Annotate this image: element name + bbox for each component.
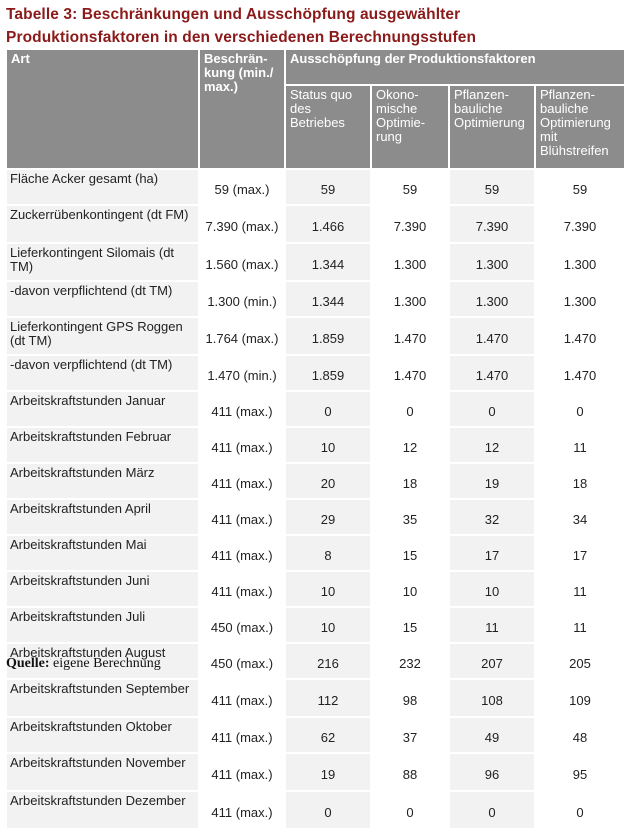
- cell-value: 35: [372, 500, 448, 534]
- cell-value: 59: [372, 170, 448, 204]
- cell-value: 98: [372, 680, 448, 716]
- table-row: [7, 282, 624, 316]
- data-table: [5, 48, 626, 830]
- cell-value: 1.300: [450, 244, 534, 280]
- table-row: [7, 206, 624, 242]
- cell-art: Arbeitskraftstunden Dezember: [7, 792, 198, 828]
- cell-value: 1.466: [286, 206, 370, 242]
- table-row: [7, 356, 624, 390]
- cell-value: 11: [536, 608, 624, 642]
- cell-value: 8: [286, 536, 370, 570]
- cell-art: Arbeitskraftstunden April: [7, 500, 198, 534]
- cell-value: 232: [372, 644, 448, 678]
- table-title-line-2: Produktionsfaktoren in den verschiedenen Berechnungsstufen: [6, 29, 477, 46]
- cell-art: Arbeitskraftstunden Mai: [7, 536, 198, 570]
- table-row: [7, 500, 624, 534]
- cell-value: 59: [536, 170, 624, 204]
- cell-value: 59: [286, 170, 370, 204]
- cell-limit: 411 (max.): [200, 536, 284, 570]
- cell-value: 11: [536, 572, 624, 606]
- cell-limit: 1.300 (min.): [200, 282, 284, 316]
- cell-limit: 1.764 (max.): [200, 318, 284, 354]
- cell-value: 216: [286, 644, 370, 678]
- cell-value: 1.344: [286, 282, 370, 316]
- cell-value: 10: [450, 572, 534, 606]
- table-row: [7, 608, 624, 642]
- source-note: [6, 656, 161, 672]
- cell-art: Arbeitskraftstunden August: [7, 644, 198, 678]
- cell-value: 10: [286, 608, 370, 642]
- header-pflanzenbaulich-bluehstreifen: Pflanzen-bauliche Optimierung mit Blühstreifen: [536, 86, 624, 168]
- cell-value: 95: [536, 754, 624, 790]
- cell-value: 7.390: [372, 206, 448, 242]
- table-row: [7, 536, 624, 570]
- cell-limit: 411 (max.): [200, 680, 284, 716]
- cell-value: 1.300: [536, 282, 624, 316]
- table-row: [7, 318, 624, 354]
- cell-limit: 450 (max.): [200, 608, 284, 642]
- header-art: Art: [7, 50, 198, 168]
- table-title: [6, 3, 476, 49]
- cell-value: 1.859: [286, 356, 370, 390]
- cell-value: 0: [450, 392, 534, 426]
- cell-value: 1.470: [536, 318, 624, 354]
- header-pflanzenbaulich: Pflanzen-bauliche Optimierung: [450, 86, 534, 168]
- cell-value: 205: [536, 644, 624, 678]
- table-row: [7, 754, 624, 790]
- table-row: [7, 792, 624, 828]
- cell-value: 0: [286, 392, 370, 426]
- cell-value: 15: [372, 536, 448, 570]
- cell-value: 48: [536, 718, 624, 752]
- cell-value: 1.300: [536, 244, 624, 280]
- cell-value: 37: [372, 718, 448, 752]
- cell-value: 1.300: [372, 244, 448, 280]
- source-text: eigene Berechnung: [53, 656, 161, 671]
- cell-value: 59: [450, 170, 534, 204]
- cell-limit: 411 (max.): [200, 500, 284, 534]
- table-row: [7, 718, 624, 752]
- cell-value: 1.470: [372, 356, 448, 390]
- cell-art: Zuckerrübenkontingent (dt FM): [7, 206, 198, 242]
- cell-limit: 411 (max.): [200, 428, 284, 462]
- header-limit: Beschrän-kung (min./ max.): [200, 50, 284, 168]
- cell-value: 0: [450, 792, 534, 828]
- cell-value: 1.859: [286, 318, 370, 354]
- table-body: [7, 170, 624, 828]
- cell-art: Arbeitskraftstunden November: [7, 754, 198, 790]
- cell-art: -davon verpflichtend (dt TM): [7, 282, 198, 316]
- cell-value: 1.344: [286, 244, 370, 280]
- cell-value: 0: [536, 392, 624, 426]
- cell-value: 207: [450, 644, 534, 678]
- cell-limit: 411 (max.): [200, 464, 284, 498]
- cell-value: 10: [286, 572, 370, 606]
- cell-limit: 411 (max.): [200, 718, 284, 752]
- cell-value: 0: [372, 792, 448, 828]
- cell-value: 19: [286, 754, 370, 790]
- cell-art: Lieferkontingent Silomais (dt TM): [7, 244, 198, 280]
- cell-art: Arbeitskraftstunden Juni: [7, 572, 198, 606]
- cell-art: Arbeitskraftstunden Februar: [7, 428, 198, 462]
- cell-value: 34: [536, 500, 624, 534]
- cell-value: 0: [536, 792, 624, 828]
- cell-value: 1.470: [450, 318, 534, 354]
- cell-value: 17: [536, 536, 624, 570]
- cell-art: Fläche Acker gesamt (ha): [7, 170, 198, 204]
- cell-art: Arbeitskraftstunden Juli: [7, 608, 198, 642]
- cell-value: 88: [372, 754, 448, 790]
- source-label: Quelle:: [6, 656, 50, 671]
- cell-value: 11: [536, 428, 624, 462]
- cell-value: 7.390: [450, 206, 534, 242]
- cell-value: 19: [450, 464, 534, 498]
- cell-art: -davon verpflichtend (dt TM): [7, 356, 198, 390]
- cell-value: 1.300: [372, 282, 448, 316]
- table-row: [7, 428, 624, 462]
- table-title-line-1: Tabelle 3: Beschränkungen und Ausschöpfung ausgewählter: [6, 6, 461, 23]
- cell-limit: 411 (max.): [200, 392, 284, 426]
- cell-value: 108: [450, 680, 534, 716]
- table-row: [7, 244, 624, 280]
- cell-value: 0: [286, 792, 370, 828]
- cell-limit: 1.470 (min.): [200, 356, 284, 390]
- cell-value: 1.470: [536, 356, 624, 390]
- cell-limit: 411 (max.): [200, 572, 284, 606]
- cell-value: 10: [286, 428, 370, 462]
- cell-art: Arbeitskraftstunden Oktober: [7, 718, 198, 752]
- cell-art: Arbeitskraftstunden September: [7, 680, 198, 716]
- cell-value: 7.390: [536, 206, 624, 242]
- table-row: [7, 170, 624, 204]
- cell-value: 1.470: [450, 356, 534, 390]
- cell-value: 0: [372, 392, 448, 426]
- cell-art: Arbeitskraftstunden Januar: [7, 392, 198, 426]
- cell-value: 1.300: [450, 282, 534, 316]
- table-row: [7, 392, 624, 426]
- cell-value: 62: [286, 718, 370, 752]
- cell-value: 32: [450, 500, 534, 534]
- table-row: [7, 572, 624, 606]
- cell-value: 18: [372, 464, 448, 498]
- cell-limit: 7.390 (max.): [200, 206, 284, 242]
- cell-value: 1.470: [372, 318, 448, 354]
- cell-value: 49: [450, 718, 534, 752]
- cell-value: 12: [372, 428, 448, 462]
- cell-limit: 1.560 (max.): [200, 244, 284, 280]
- cell-limit: 411 (max.): [200, 754, 284, 790]
- header-status-quo: Status quo des Betriebes: [286, 86, 370, 168]
- cell-value: 20: [286, 464, 370, 498]
- cell-limit: 411 (max.): [200, 792, 284, 828]
- cell-limit: 450 (max.): [200, 644, 284, 678]
- cell-limit: 59 (max.): [200, 170, 284, 204]
- cell-value: 29: [286, 500, 370, 534]
- cell-art: Lieferkontingent GPS Roggen (dt TM): [7, 318, 198, 354]
- cell-value: 12: [450, 428, 534, 462]
- cell-value: 15: [372, 608, 448, 642]
- cell-value: 11: [450, 608, 534, 642]
- table-row: [7, 464, 624, 498]
- cell-value: 96: [450, 754, 534, 790]
- cell-value: 109: [536, 680, 624, 716]
- cell-value: 17: [450, 536, 534, 570]
- table-row: [7, 680, 624, 716]
- cell-art: Arbeitskraftstunden März: [7, 464, 198, 498]
- cell-value: 10: [372, 572, 448, 606]
- cell-value: 112: [286, 680, 370, 716]
- header-group: Ausschöpfung der Produktionsfaktoren: [286, 50, 624, 84]
- header-oekonomisch: Okono-mische Optimie-rung: [372, 86, 448, 168]
- cell-value: 18: [536, 464, 624, 498]
